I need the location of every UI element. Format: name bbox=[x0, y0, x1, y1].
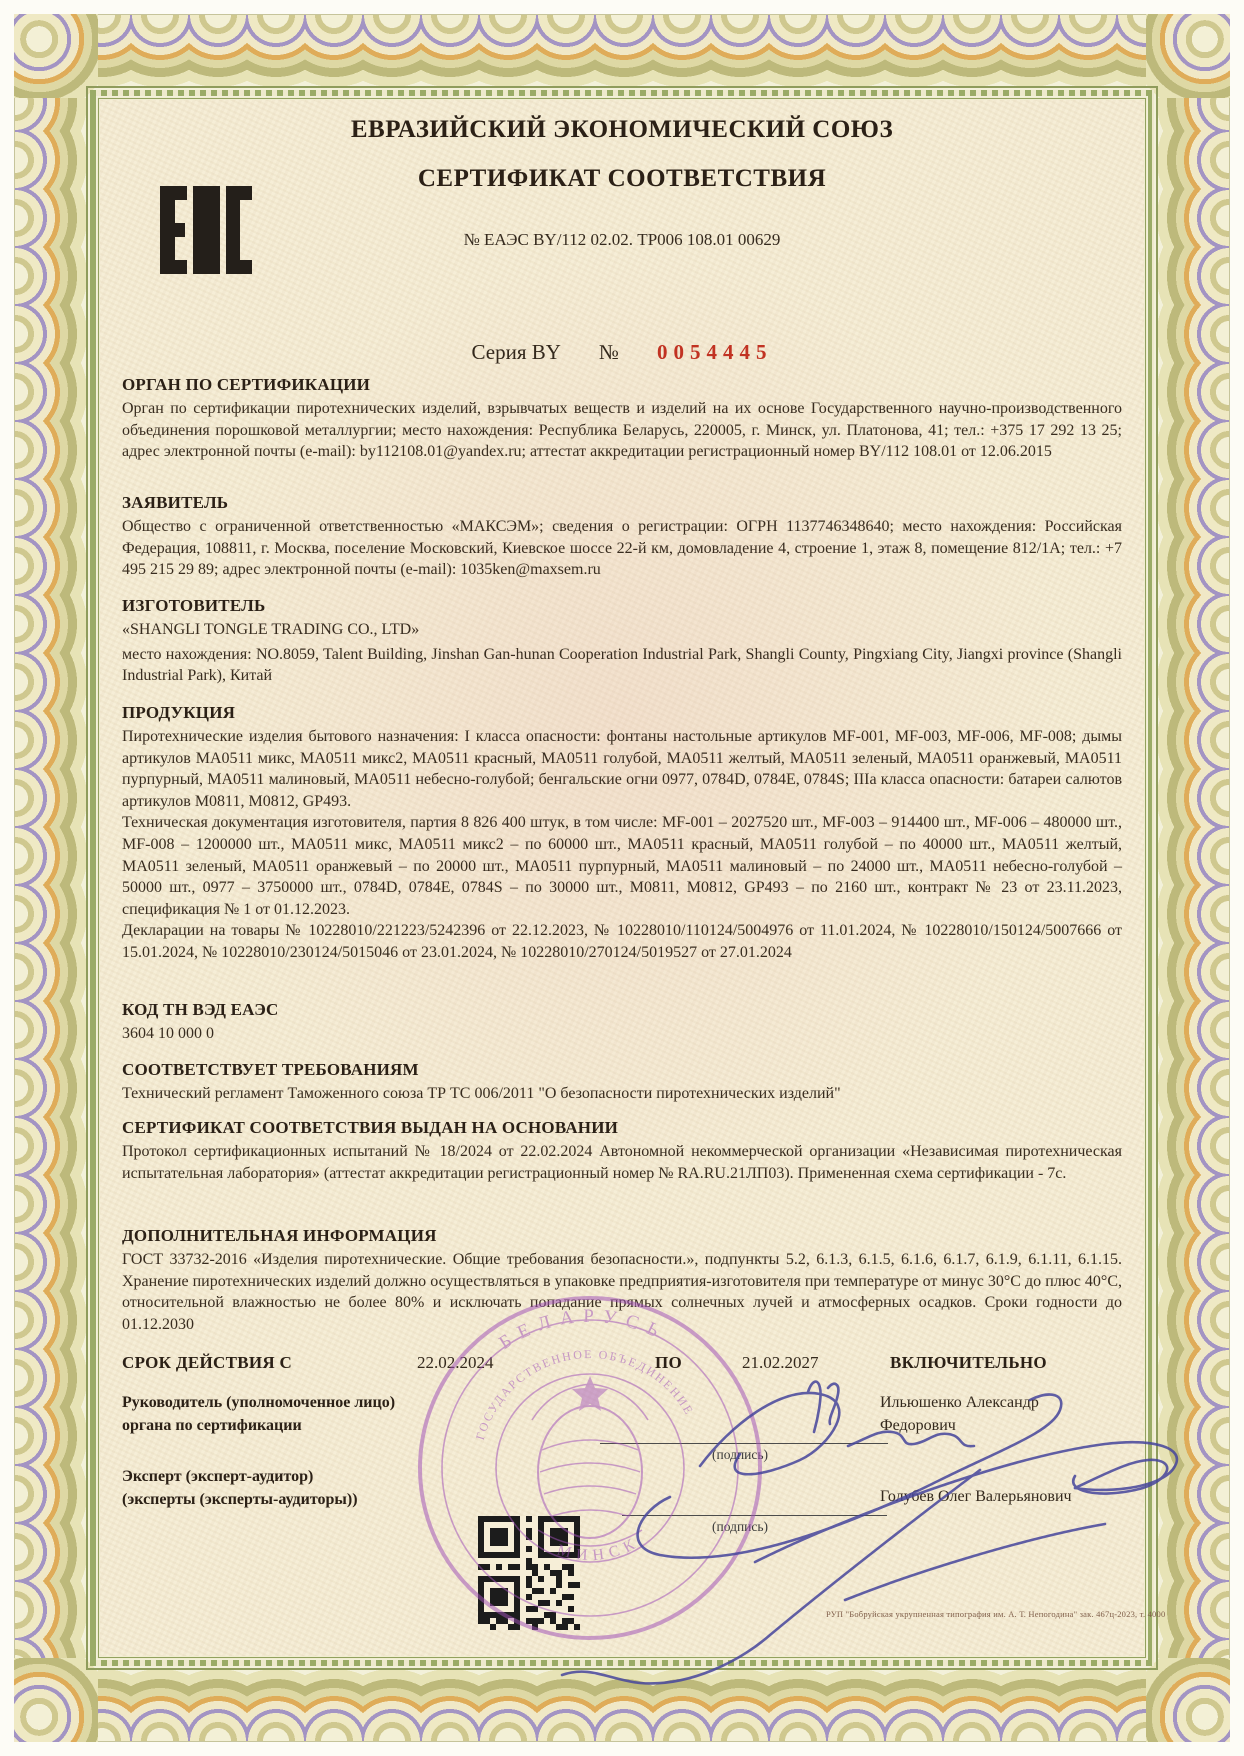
section-heading: ОРГАН ПО СЕРТИФИКАЦИИ bbox=[122, 375, 371, 394]
printer-note: РУП "Бобруйская укрупненная типография им. А. Т. Непогодина" зак. 467ц-2023, т. 4000 bbox=[826, 1609, 1166, 1619]
section-manufacturer bbox=[122, 596, 1122, 687]
expert-role-line2: (эксперты (эксперты-аудиторы)) bbox=[122, 1491, 358, 1508]
head-role-line2: органа по сертификации bbox=[122, 1417, 302, 1434]
stamp-city-text: МИНСК bbox=[555, 1533, 644, 1565]
series-label: Серия BY bbox=[471, 340, 561, 364]
head-signature-caption: (подпись) bbox=[712, 1447, 769, 1462]
border-corner-rosette bbox=[1146, 14, 1230, 98]
expert-signature-line bbox=[622, 1515, 887, 1516]
stamp-outer-text: БЕЛАРУСЬ bbox=[495, 1305, 671, 1354]
head-name-line2: Федорович bbox=[880, 1417, 956, 1434]
document-title: СЕРТИФИКАТ СООТВЕТСТВИЯ bbox=[417, 165, 827, 192]
head-signature-line bbox=[600, 1443, 888, 1444]
section-additional-info bbox=[122, 1226, 1122, 1335]
certificate-number: № ЕАЭС BY/112 02.02. ТР006 108.01 00629 bbox=[463, 230, 781, 249]
section-heading: ПРОДУКЦИЯ bbox=[122, 703, 236, 722]
section-heading: ИЗГОТОВИТЕЛЬ bbox=[122, 596, 266, 615]
section-heading: ЗАЯВИТЕЛЬ bbox=[122, 493, 229, 512]
section-applicant bbox=[122, 493, 1122, 581]
products-batch: Техническая документация изготовителя, партия 8 826 400 штук, в том числе: MF-001 – 2027520 шт., MF-003 – 914400 шт., MF-006 – 480000 шт., MF-008 – 1200000 шт., МА0511 микс, МА0511 микс2 – по 60000 шт., МА0511 красный, МА0511 голубой – по 40000 шт., МА0511 желтый, МА0511 зеленый, МА0511 оранжевый – по 20000 шт., МА0511 пурпурный, МА0511 малиновый – по 24000 шт., МА0511 небесно-голубой – 50000 шт., 0977 – 3750000 шт., 0784D, 0784E, 0784S – по 30000 шт., M0811, M0812, GP493 – по 2160 шт., контракт № 23 от 23.11.2023, спецификация № 1 от 01.12.2023. bbox=[122, 814, 1122, 918]
section-products bbox=[122, 703, 1122, 964]
expert-name: Голубев Олег Валерьянович bbox=[880, 1488, 1072, 1505]
section-certification-body bbox=[122, 375, 1122, 463]
validity-inclusive-label: ВКЛЮЧИТЕЛЬНО bbox=[890, 1353, 1047, 1372]
validity-from-date: 22.02.2024 bbox=[417, 1353, 494, 1372]
section-requirements bbox=[122, 1060, 1122, 1105]
expert-signature-caption: (подпись) bbox=[712, 1519, 769, 1534]
products-declarations: Декларации на товары № 10228010/221223/5242396 от 22.12.2023, № 10228010/110124/5004976 от 11.01.2024, № 10228010/150124/5007666 от 15.01.2024, № 10228010/230124/5015046 от 23.01.2024, № 10228010/270124/5019527 от 27.01.2024 bbox=[122, 922, 1122, 961]
border-corner-rosette bbox=[1146, 1658, 1230, 1742]
stamp-inner-text: ГОСУДАРСТВЕННОЕ ОБЪЕДИНЕНИЕ bbox=[472, 1347, 697, 1442]
union-title: ЕВРАЗИЙСКИЙ ЭКОНОМИЧЕСКИЙ СОЮЗ bbox=[350, 116, 894, 143]
section-heading: СООТВЕТСТВУЕТ ТРЕБОВАНИЯМ bbox=[122, 1060, 419, 1079]
products-list: Пиротехнические изделия бытового назначения: I класса опасности: фонтаны настольные артикулов MF-001, MF-003, MF-006, MF-008; дымы артикулов МА0511 микс, МА0511 микс2, МА0511 красный, МА0511 голубой, МА0511 желтый, МА0511 зеленый, МА0511 оранжевый, МА0511 пурпурный, МА0511 малиновый, МА0511 небесно-голубой; бенгальские огни 0977, 0784D, 0784E, 0784S; IIIа класса опасности: батареи салютов артикулов M0811, M0812, GP493. bbox=[122, 728, 1122, 810]
serial-number: 0054445 bbox=[656, 340, 773, 364]
head-role-line1: Руководитель (уполномоченное лицо) bbox=[122, 1394, 396, 1411]
requirements-body: Технический регламент Таможенного союза ТР ТС 006/2011 "О безопасности пиротехнических изделий" bbox=[122, 1085, 841, 1102]
section-body: Орган по сертификации пиротехнических изделий, взрывчатых веществ и изделий на их основе Государственного научно-производственного объединения порошковой металлургии; место нахождения: Республика Беларусь, 220005, г. Минск, ул. Платонова, 41; тел.: +375 17 292 13 25; адрес электронной почты (e-mail): by112108.01@yandex.ru; аттестат аккредитации регистрационный номер BY/112 108.01 от 12.06.2015 bbox=[122, 400, 1122, 461]
qr-code bbox=[478, 1516, 580, 1630]
border-corner-rosette bbox=[14, 1658, 98, 1742]
section-heading: КОД ТН ВЭД ЕАЭС bbox=[122, 1000, 279, 1019]
section-body: Общество с ограниченной ответственностью «МАКСЭМ»; сведения о регистрации: ОГРН 1137746348640; место нахождения: Российская Федерация, 108811, г. Москва, поселение Московский, Киевское шоссе 22-й км, домовладение 4, строение 1, этаж 8, помещение 812/1А; тел.: +7 495 215 29 89; адрес электронной почты (e-mail): 1035ken@maxsem.ru bbox=[122, 518, 1122, 579]
section-basis bbox=[122, 1118, 1122, 1184]
numero-sign: № bbox=[598, 340, 619, 364]
section-heading: СЕРТИФИКАТ СООТВЕТСТВИЯ ВЫДАН НА ОСНОВАНИИ bbox=[122, 1118, 619, 1137]
section-tn-ved bbox=[122, 1000, 1122, 1045]
additional-body: ГОСТ 33732-2016 «Изделия пиротехнические. Общие требования безопасности.», подпункты 5.2, 6.1.3, 6.1.5, 6.1.6, 6.1.7, 6.1.9, 6.1.11, 6.1.15. Хранение пиротехнических изделий должно осуществляться в упаковке предприятия-изготовителя при температуре от минус 30°С до плюс 40°С, относительной влажностью не более 80% и исключать попадание прямых солнечных лучей и атмосферных осадков. Сроки годности до 01.12.2030 bbox=[122, 1251, 1122, 1333]
validity-from-label: СРОК ДЕЙСТВИЯ С bbox=[122, 1353, 293, 1372]
section-heading: ДОПОЛНИТЕЛЬНАЯ ИНФОРМАЦИЯ bbox=[122, 1226, 437, 1245]
basis-body: Протокол сертификационных испытаний № 18/2024 от 22.02.2024 Автономной некоммерческой организации «Независимая пиротехническая испытательная лаборатория» (аттестат аккредитации регистрационный номер № RA.RU.21ЛП03). Примененная схема сертификации - 7с. bbox=[122, 1143, 1122, 1182]
expert-role-line1: Эксперт (эксперт-аудитор) bbox=[122, 1468, 314, 1485]
manufacturer-name: «SHANGLI TONGLE TRADING CO., LTD» bbox=[122, 621, 420, 638]
tn-ved-code: 3604 10 000 0 bbox=[122, 1025, 214, 1042]
validity-to-date: 21.02.2027 bbox=[742, 1353, 819, 1372]
manufacturer-address: место нахождения: NO.8059, Talent Building, Jinshan Gan-hunan Cooperation Industrial Park, Shangli County, Pingxiang City, Jiangxi province (Shangli Industrial Park), Китай bbox=[122, 645, 1122, 685]
series-row bbox=[122, 340, 1122, 365]
head-name-line1: Ильюшенко Александр bbox=[880, 1394, 1039, 1411]
validity-to-label: ПО bbox=[655, 1353, 683, 1372]
